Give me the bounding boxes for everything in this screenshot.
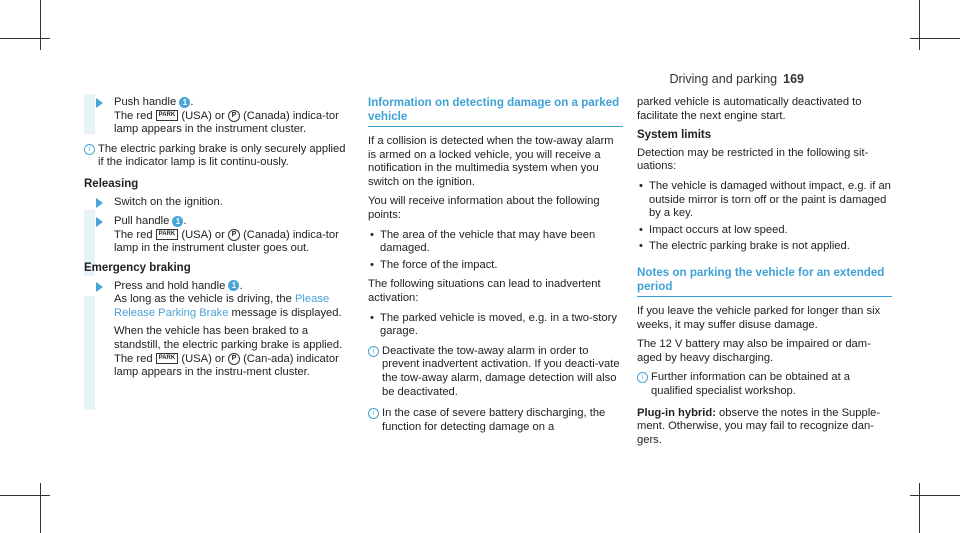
section-title: Driving and parking <box>669 72 778 86</box>
step-text: . <box>183 215 187 228</box>
plugin-hybrid-label: Plug-in hybrid: <box>637 406 716 419</box>
info-icon: i <box>637 372 648 383</box>
heading-emergency-braking: Emergency braking <box>84 261 191 274</box>
list-item: • The area of the vehicle that may have been damaged. <box>368 229 623 256</box>
step-text: (USA) or <box>178 109 228 122</box>
column-1 <box>84 96 354 386</box>
release-brake-message: Please Release Parking Brake <box>114 293 330 319</box>
crop-mark <box>0 495 50 496</box>
crop-mark <box>919 0 920 50</box>
crop-mark <box>40 483 41 533</box>
number-1-icon: 1 <box>228 280 239 291</box>
step-arrow-icon <box>96 98 103 108</box>
note-text: Further information can be obtained at a qualified specialist workshop. <box>651 371 851 397</box>
heading-damage-detection: Information on detecting damage on a parked vehicle <box>368 96 623 127</box>
paragraph: If a collision is detected when the tow-away alarm is armed on a locked vehicle, you will receive a notification in the multimedia system when you switch on the ignition. <box>368 135 614 188</box>
note-specialist-workshop <box>637 371 892 398</box>
crop-mark <box>910 38 960 39</box>
system-limits-list <box>637 180 892 254</box>
crop-mark <box>40 0 41 50</box>
step-text: (Canada) indica-tor lamp in the instrument cluster goes out. <box>114 228 339 255</box>
p-lamp-icon: P <box>228 353 240 365</box>
paragraph: parked vehicle is automatically deactivated to facilitate the next engine start. <box>637 96 862 122</box>
list-item: • The force of the impact. <box>368 259 623 273</box>
number-1-icon: 1 <box>179 97 190 108</box>
step-text: message is displayed. <box>228 306 342 319</box>
note-text: The electric parking brake is only securely applied if the indicator lamp is lit continu-ously. <box>98 142 346 169</box>
page-number: 169 <box>783 72 804 86</box>
plugin-hybrid-paragraph <box>637 407 892 448</box>
step-text: (Canada) indica-tor lamp appears in the instrument cluster. <box>114 109 339 136</box>
step-text: Switch on the ignition. <box>114 195 223 208</box>
step-text: (USA) or <box>178 228 228 241</box>
paragraph: The 12 V battery may also be impaired or dam-aged by heavy discharging. <box>637 338 871 364</box>
paragraph: You will receive information about the following points: <box>368 195 600 221</box>
step-text: Pull handle <box>114 215 173 228</box>
situations-list <box>368 312 623 339</box>
list-item: • The electric parking brake is not applied. <box>637 240 892 254</box>
column-3 <box>637 96 892 453</box>
heading-system-limits: System limits <box>637 129 712 142</box>
step-text: (USA) or <box>178 352 228 365</box>
number-1-icon: 1 <box>172 216 183 227</box>
step-arrow-icon <box>96 282 103 292</box>
step-switch-ignition <box>84 196 354 210</box>
info-icon: i <box>84 144 95 155</box>
step-press-hold-handle <box>84 280 354 380</box>
info-icon: i <box>368 346 379 357</box>
step-text: The red <box>114 109 156 122</box>
crop-mark <box>910 495 960 496</box>
heading-releasing: Releasing <box>84 177 139 190</box>
crop-mark <box>919 483 920 533</box>
info-points-list <box>368 229 623 273</box>
note-text: In the case of severe battery discharging, the function for detecting damage on a <box>382 407 606 433</box>
crop-mark <box>0 38 50 39</box>
step-text: As long as the vehicle is driving, the <box>114 293 295 306</box>
note-text: Deactivate the tow-away alarm in order to prevent inadvertent activation. If you deacti-vate the tow-away alarm, damage detection will also be deactivated. <box>382 344 620 398</box>
park-lamp-icon: PARK <box>156 110 179 121</box>
paragraph: The following situations can lead to inadvertent activation: <box>368 278 601 304</box>
step-push-handle <box>84 96 354 137</box>
page-header <box>669 72 804 86</box>
park-lamp-icon: PARK <box>156 229 179 240</box>
step-text: The red <box>114 228 156 241</box>
step-text: When the vehicle has been braked to a standstill, the electric parking brake is applied. The red <box>114 325 343 365</box>
step-text: . <box>190 96 194 108</box>
park-lamp-icon: PARK <box>156 353 179 364</box>
note-deactivate-alarm <box>368 345 623 399</box>
step-text: . <box>239 279 243 292</box>
paragraph: If you leave the vehicle parked for longer than six weeks, it may suffer disuse damage. <box>637 304 881 331</box>
paragraph: Detection may be restricted in the following sit-uations: <box>637 146 869 173</box>
step-arrow-icon <box>96 198 103 208</box>
step-text: Push handle <box>114 96 180 108</box>
list-item: • The parked vehicle is moved, e.g. in a two-story garage. <box>368 312 623 339</box>
note-battery-discharge <box>368 407 623 434</box>
step-text: Press and hold handle <box>114 279 229 292</box>
p-lamp-icon: P <box>228 229 240 241</box>
heading-extended-parking: Notes on parking the vehicle for an extended period <box>637 266 892 297</box>
column-2 <box>368 96 623 442</box>
list-item: • The vehicle is damaged without impact, e.g. if an outside mirror is torn off or the paint is damaged by a key. <box>637 180 892 221</box>
p-lamp-icon: P <box>228 110 240 122</box>
info-icon: i <box>368 408 379 419</box>
step-arrow-icon <box>96 217 103 227</box>
step-pull-handle <box>84 215 354 256</box>
step-text: (Can-ada) indicator lamp appears in the instru-ment cluster. <box>114 352 339 379</box>
note-brake-secure <box>84 143 354 170</box>
list-item: • Impact occurs at low speed. <box>637 224 892 238</box>
paragraph-text: observe the notes in the Supple-ment. Otherwise, you may fail to recognize dan-gers. <box>637 406 881 446</box>
